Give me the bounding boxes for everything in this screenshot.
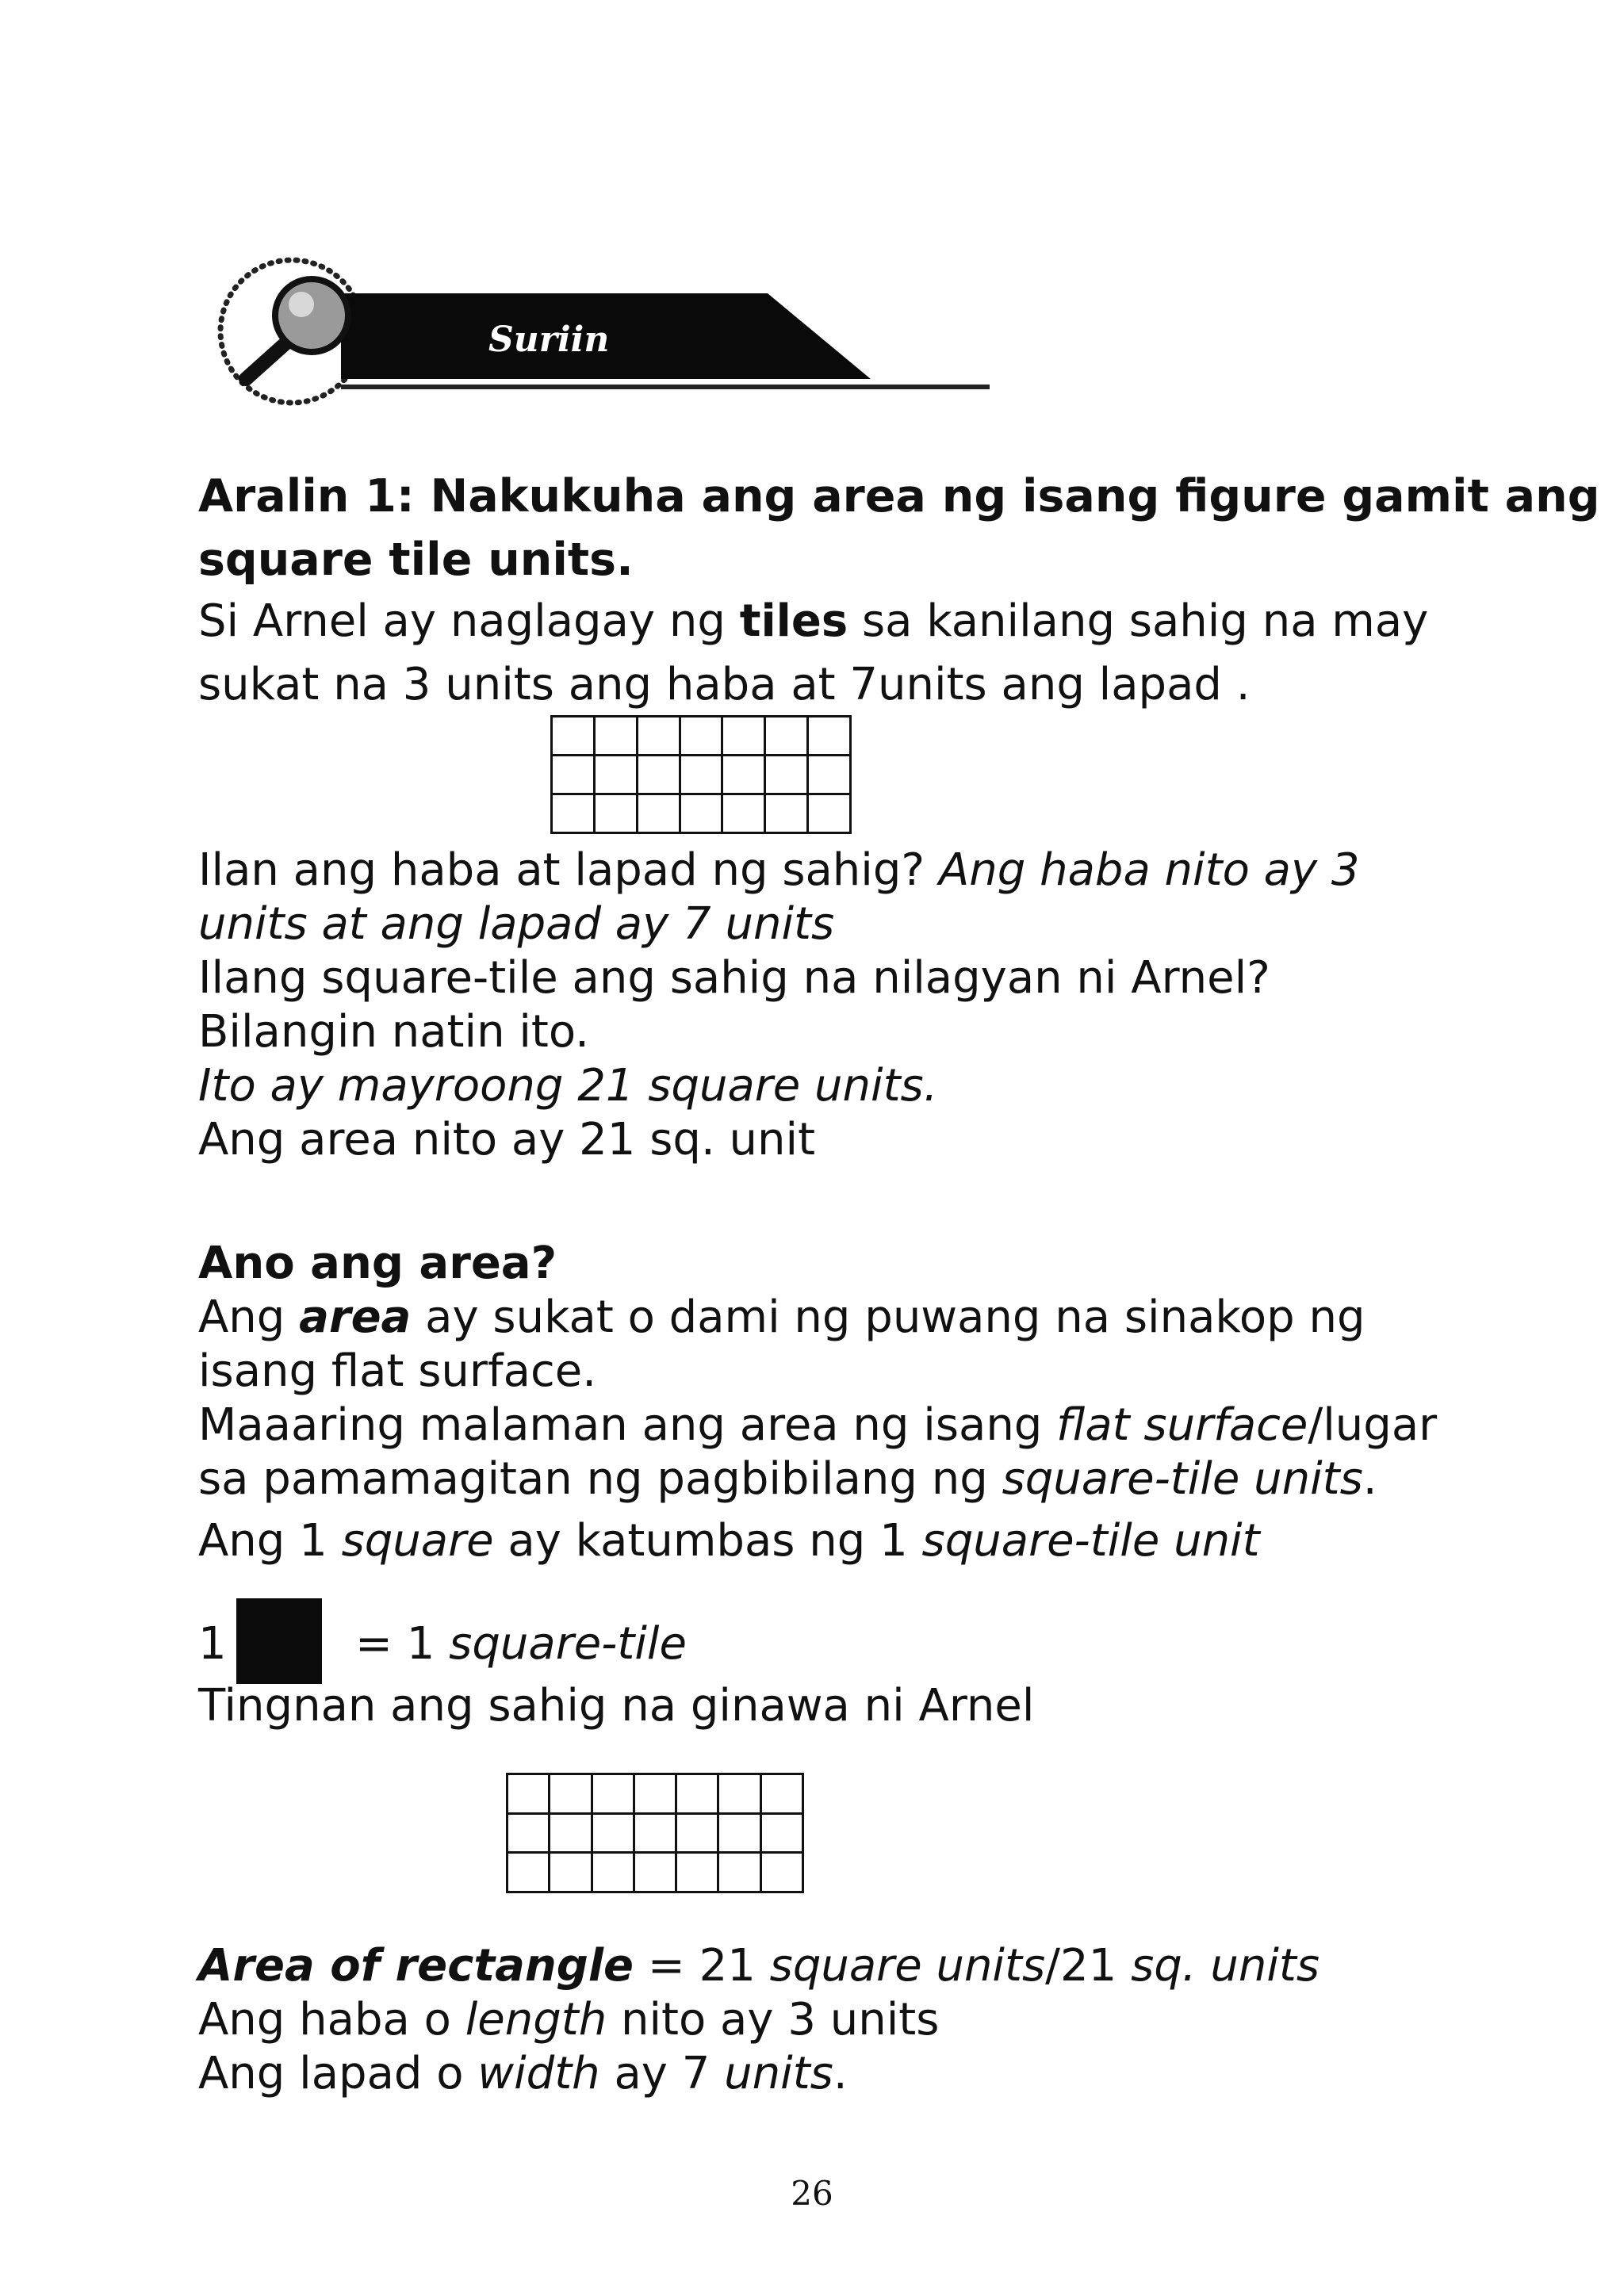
tile-cell [635, 1775, 677, 1815]
tile-cell [762, 1775, 804, 1815]
section-banner [213, 252, 998, 411]
tile-cell [681, 718, 724, 756]
tile-cell [596, 756, 638, 795]
tile-cell [762, 1815, 804, 1854]
tile-cell [723, 718, 766, 756]
tile-cell [635, 1815, 677, 1854]
tile-cell [719, 1775, 761, 1815]
page-number: 26 [791, 2174, 833, 2213]
tile-cell [596, 718, 638, 756]
lesson-title-line2: square tile units. [198, 534, 634, 586]
question-length-width: Ilan ang haba at lapad ng sahig? Ang haba nito ay 3 [198, 844, 1360, 896]
definition-line4: sa pamamagitan ng pagbibilang ng square-tile units. [198, 1453, 1377, 1505]
legend-equation: = 1 square-tile [355, 1618, 687, 1670]
answer-tile-count: Ito ay mayroong 21 square units. [198, 1060, 938, 1112]
answer-length-width: units at ang lapad ay 7 units [198, 898, 835, 950]
area-summary: Area of rectangle = 21 square units/21 sq. units [198, 1940, 1320, 1992]
tile-cell [638, 795, 681, 834]
look-instruction: Tingnan ang sahig na ginawa ni Arnel [198, 1680, 1035, 1732]
tile-cell [593, 1815, 635, 1854]
answer-area: Ang area nito ay 21 sq. unit [198, 1114, 816, 1165]
tile-cell [638, 756, 681, 795]
intro-line2: sukat na 3 units ang haba at 7units ang lapad . [198, 659, 1251, 710]
square-tile-sample [236, 1598, 322, 1684]
tile-cell [723, 756, 766, 795]
tile-cell [719, 1815, 761, 1854]
banner-label: Suriin [488, 320, 610, 360]
tile-cell [681, 756, 724, 795]
intro-line1: Si Arnel ay naglagay ng tiles sa kanilang sahig na may [198, 595, 1429, 647]
tile-cell [719, 1854, 761, 1893]
floor-tile-grid-2 [506, 1773, 804, 1893]
tile-cell [762, 1854, 804, 1893]
tile-cell [677, 1854, 719, 1893]
tiles-emphasis: tiles [739, 595, 848, 647]
definition-heading: Ano ang area? [198, 1238, 557, 1289]
tile-cell [766, 718, 809, 756]
tile-cell [638, 718, 681, 756]
tile-cell [809, 756, 852, 795]
instruction-count: Bilangin natin ito. [198, 1006, 589, 1058]
definition-line5: Ang 1 square ay katumbas ng 1 square-tile unit [198, 1515, 1260, 1567]
width-summary: Ang lapad o width ay 7 units. [198, 2048, 848, 2099]
lesson-title-line1: Aralin 1: Nakukuha ang area ng isang figure gamit ang [198, 470, 1600, 522]
tile-cell [596, 795, 638, 834]
tile-cell [553, 718, 596, 756]
tile-cell [677, 1775, 719, 1815]
floor-tile-grid [550, 715, 852, 834]
tile-cell [766, 795, 809, 834]
tile-cell [550, 1815, 592, 1854]
tile-cell [593, 1775, 635, 1815]
tile-cell [681, 795, 724, 834]
tile-cell [553, 795, 596, 834]
tile-cell [677, 1815, 719, 1854]
question-tile-count: Ilang square-tile ang sahig na nilagyan ni Arnel? [198, 952, 1270, 1004]
tile-cell [550, 1775, 592, 1815]
tile-cell [635, 1854, 677, 1893]
tile-cell [809, 718, 852, 756]
length-summary: Ang haba o length nito ay 3 units [198, 1994, 940, 2045]
tile-cell [508, 1854, 550, 1893]
definition-line2: isang flat surface. [198, 1345, 597, 1397]
tile-cell [553, 756, 596, 795]
definition-line3: Maaaring malaman ang area ng isang flat surface/lugar [198, 1399, 1438, 1451]
tile-cell [593, 1854, 635, 1893]
tile-cell [766, 756, 809, 795]
tile-cell [508, 1815, 550, 1854]
definition-line1: Ang area ay sukat o dami ng puwang na sinakop ng [198, 1292, 1365, 1343]
tile-cell [809, 795, 852, 834]
tile-cell [723, 795, 766, 834]
tile-cell [550, 1854, 592, 1893]
tile-cell [508, 1775, 550, 1815]
legend-count: 1 [198, 1618, 227, 1670]
